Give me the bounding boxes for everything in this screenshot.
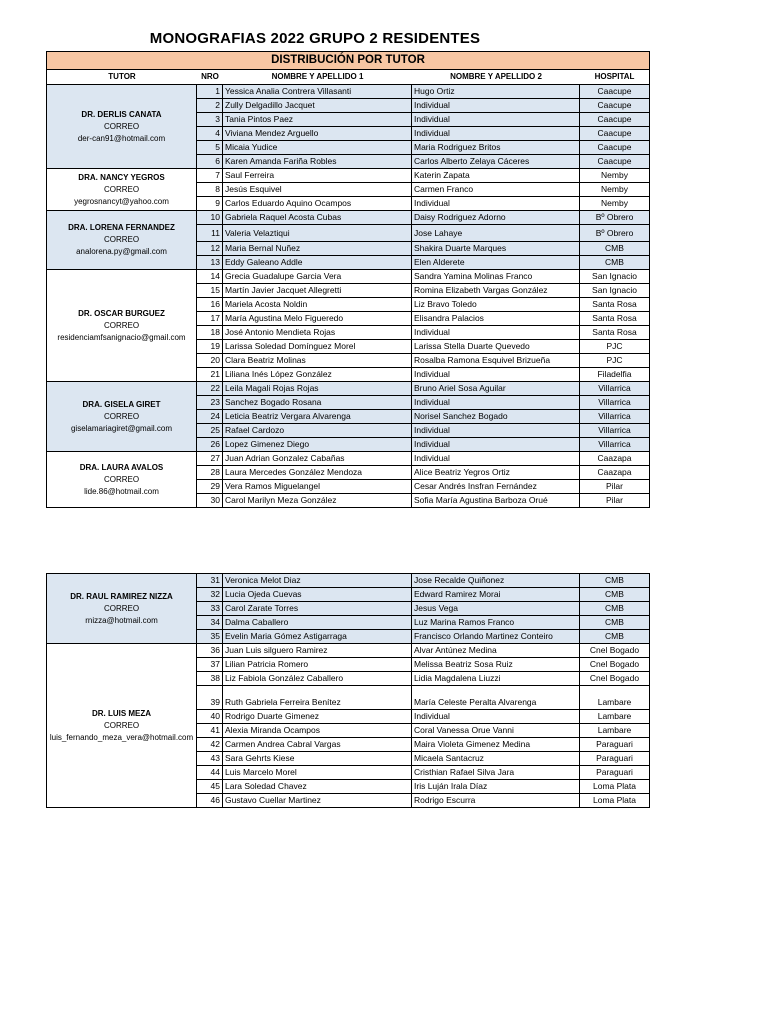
- table-row: [197, 297, 649, 311]
- row-number: 31: [197, 574, 223, 587]
- row-number: 36: [197, 644, 223, 657]
- tutor-email[interactable]: giselamariagiret@gmail.com: [70, 423, 173, 433]
- header-tutor: TUTOR: [108, 72, 136, 81]
- row-number: 30: [197, 494, 223, 507]
- student-name-1: José Antonio Mendieta Rojas: [223, 326, 412, 339]
- page-title: MONOGRAFIAS 2022 GRUPO 2 RESIDENTES: [149, 30, 481, 47]
- student-name-1: Leila Magali Rojas Rojas: [223, 382, 412, 395]
- row-number: 15: [197, 284, 223, 297]
- tutor-cell: [47, 382, 197, 451]
- table-row: [197, 685, 649, 709]
- hospital: Cnel Bogado: [589, 659, 640, 669]
- tutor-email[interactable]: rnizza@hotmail.com: [85, 615, 158, 625]
- student-name-1: Liliana Inés López González: [223, 368, 412, 381]
- row-number: 6: [197, 155, 223, 168]
- tutor-name: DRA. NANCY YEGROS: [78, 172, 165, 182]
- table-row: [197, 644, 649, 657]
- student-name-1: Liz Fabiola González Caballero: [223, 672, 412, 685]
- tutor-email-label: CORREO: [103, 411, 140, 421]
- table-row: [197, 339, 649, 353]
- hospital: PJC: [606, 341, 623, 351]
- student-name-1: Micaia Yudice: [223, 141, 412, 154]
- student-name-2: Liz Bravo Toledo: [412, 298, 580, 311]
- row-number: 32: [197, 588, 223, 601]
- hospital: CMB: [605, 631, 624, 641]
- hospital: CMB: [605, 603, 624, 613]
- hospital: Paraguari: [596, 739, 633, 749]
- table-row: [197, 587, 649, 601]
- tutor-email-label: CORREO: [103, 184, 140, 194]
- row-number: 12: [197, 242, 223, 255]
- student-name-2: Francisco Orlando Martinez Conteiro: [412, 630, 580, 643]
- student-name-1: Zully Delgadillo Jacquet: [223, 99, 412, 112]
- tutor-email-label: CORREO: [103, 320, 140, 330]
- row-number: 33: [197, 602, 223, 615]
- tutor-name: DRA. LAURA AVALOS: [79, 462, 164, 472]
- tutor-name: DR. DERLIS CANATA: [81, 109, 162, 119]
- student-rows: [197, 644, 649, 807]
- hospital: Caacupe: [597, 128, 632, 138]
- tutor-email[interactable]: der-can91@hotmail.com: [77, 133, 166, 143]
- student-name-1: Karen Amanda Fariña Robles: [223, 155, 412, 168]
- table-row: [197, 601, 649, 615]
- student-name-2: Rodrigo Escurra: [412, 794, 580, 807]
- hospital: Villarrica: [598, 383, 631, 393]
- tutor-email[interactable]: lide.86@hotmail.com: [84, 486, 159, 496]
- hospital: Nemby: [601, 170, 628, 180]
- hospital: Cnel Bogado: [589, 673, 640, 683]
- student-name-2: Individual: [412, 710, 580, 723]
- tutor-cell: [47, 270, 197, 381]
- hospital: Loma Plata: [593, 781, 636, 791]
- student-name-2: Larissa Stella Duarte Quevedo: [412, 340, 580, 353]
- row-number: 4: [197, 127, 223, 140]
- row-number: 43: [197, 752, 223, 765]
- header-name-2: NOMBRE Y APELLIDO 2: [450, 72, 542, 81]
- student-name-2: Jesus Vega: [412, 602, 580, 615]
- hospital: Lambare: [597, 711, 632, 721]
- table-row: [197, 615, 649, 629]
- student-name-2: Sofia María Agustina Barboza Orué: [412, 494, 580, 507]
- student-name-2: Individual: [412, 113, 580, 126]
- table-row: [197, 211, 649, 224]
- student-name-1: María Agustina Melo Figueredo: [223, 312, 412, 325]
- student-name-2: Cristhian Rafael Silva Jara: [412, 766, 580, 779]
- row-number: 38: [197, 672, 223, 685]
- student-name-2: Luz Marina Ramos Franco: [412, 616, 580, 629]
- table-row: [197, 723, 649, 737]
- student-name-2: Daisy Rodriguez Adorno: [412, 211, 580, 224]
- tutor-group: [47, 382, 649, 452]
- row-number: 26: [197, 438, 223, 451]
- student-name-1: Saul Ferreira: [223, 169, 412, 182]
- tutor-group: [47, 452, 649, 507]
- tutor-email[interactable]: residenciamfsanignacio@gmail.com: [57, 332, 186, 342]
- student-name-2: Edward Ramirez Morai: [412, 588, 580, 601]
- tutor-cell: [47, 85, 197, 168]
- student-name-2: Lidia Magdalena Liuzzi: [412, 672, 580, 685]
- student-name-1: Gustavo Cuellar Martinez: [223, 794, 412, 807]
- row-number: 44: [197, 766, 223, 779]
- student-name-2: Alice Beatriz Yegros Ortiz: [412, 466, 580, 479]
- student-name-1: Tania Pintos Paez: [223, 113, 412, 126]
- hospital: San Ignacio: [592, 271, 637, 281]
- hospital: Villarrica: [598, 439, 631, 449]
- student-name-1: Ruth Gabriela Ferreira Benítez: [223, 686, 412, 709]
- table-row: [197, 779, 649, 793]
- student-name-2: Shakira Duarte Marques: [412, 242, 580, 255]
- tutor-name: DRA. LORENA FERNANDEZ: [68, 223, 175, 232]
- hospital: Cnel Bogado: [589, 645, 640, 655]
- table-row: [197, 311, 649, 325]
- student-name-1: Jesús Esquivel: [223, 183, 412, 196]
- hospital: Villarrica: [598, 397, 631, 407]
- student-name-1: Juan Luis silguero Ramirez: [223, 644, 412, 657]
- student-name-1: Rodrigo Duarte Gimenez: [223, 710, 412, 723]
- hospital: CMB: [605, 589, 624, 599]
- row-number: 5: [197, 141, 223, 154]
- student-name-1: Lopez Gimenez Diego: [223, 438, 412, 451]
- student-name-2: Maira Violeta Gimenez Medina: [412, 738, 580, 751]
- row-number: 41: [197, 724, 223, 737]
- student-name-1: Rafael Cardozo: [223, 424, 412, 437]
- student-name-1: Veronica Melot Diaz: [223, 574, 412, 587]
- table-row: [197, 765, 649, 779]
- row-number: 16: [197, 298, 223, 311]
- student-name-1: Lara Soledad Chavez: [223, 780, 412, 793]
- tutor-cell: [47, 644, 197, 807]
- tutor-cell: [47, 452, 197, 507]
- student-name-2: Katerin Zapata: [412, 169, 580, 182]
- hospital: Lambare: [597, 697, 632, 707]
- hospital: Caacupe: [597, 100, 632, 110]
- hospital: Santa Rosa: [592, 299, 637, 309]
- row-number: 10: [197, 211, 223, 224]
- student-name-1: Eddy Galeano Addle: [223, 256, 412, 269]
- hospital: Lambare: [597, 725, 632, 735]
- tutor-email[interactable]: analorena.py@gmail.com: [76, 247, 167, 256]
- student-name-2: Hugo Ortiz: [412, 85, 580, 98]
- hospital: Nemby: [601, 198, 628, 208]
- table-row: [197, 409, 649, 423]
- row-number: 17: [197, 312, 223, 325]
- student-name-2: Jose Recalde Quiñonez: [412, 574, 580, 587]
- row-number: 3: [197, 113, 223, 126]
- student-name-2: Elisandra Palacios: [412, 312, 580, 325]
- table-row: [197, 465, 649, 479]
- student-name-1: Maria Bernal Nuñez: [223, 242, 412, 255]
- tutor-group: [47, 85, 649, 169]
- student-rows: [197, 211, 649, 269]
- student-name-1: Yessica Analia Contrera Villasanti: [223, 85, 412, 98]
- student-name-1: Carol Zarate Torres: [223, 602, 412, 615]
- tutor-email-label: CORREO: [103, 474, 140, 484]
- table-row: [197, 126, 649, 140]
- tutor-email[interactable]: yegrosnancyt@yahoo.com: [74, 196, 169, 206]
- table-row: [197, 574, 649, 587]
- student-rows: [197, 270, 649, 381]
- hospital: Bº Obrero: [595, 212, 634, 222]
- row-number: 40: [197, 710, 223, 723]
- tutor-group: [47, 644, 649, 807]
- table-row: [197, 382, 649, 395]
- table-row: [197, 283, 649, 297]
- student-name-1: Juan Adrian Gonzalez Cabañas: [223, 452, 412, 465]
- student-name-2: Jose Lahaye: [412, 225, 580, 241]
- row-number: 28: [197, 466, 223, 479]
- student-name-2: Coral Vanessa Orue Vanni: [412, 724, 580, 737]
- table-row: [197, 241, 649, 255]
- student-name-1: Luis Marcelo Morel: [223, 766, 412, 779]
- student-name-2: Melissa Beatriz Sosa Ruiz: [412, 658, 580, 671]
- table-row: [197, 423, 649, 437]
- student-name-1: Laura Mercedes González Mendoza: [223, 466, 412, 479]
- student-name-2: Individual: [412, 424, 580, 437]
- table-row: [197, 657, 649, 671]
- student-rows: [197, 169, 649, 210]
- hospital: CMB: [605, 617, 624, 627]
- hospital: Santa Rosa: [592, 313, 637, 323]
- header-nro: NRO: [201, 72, 219, 81]
- student-name-2: Cesar Andrés Insfran Fernández: [412, 480, 580, 493]
- table-row: [197, 182, 649, 196]
- hospital: Caazapa: [597, 453, 632, 463]
- row-number: 29: [197, 480, 223, 493]
- table-row: [197, 169, 649, 182]
- tutor-group: [47, 169, 649, 211]
- student-name-2: Individual: [412, 99, 580, 112]
- student-name-2: Individual: [412, 127, 580, 140]
- table-row: [197, 367, 649, 381]
- student-name-1: Evelin Maria Gómez Astigarraga: [223, 630, 412, 643]
- tutor-cell: [47, 211, 197, 269]
- row-number: 42: [197, 738, 223, 751]
- table-row: [197, 437, 649, 451]
- tutor-group: [47, 270, 649, 382]
- student-name-2: María Celeste Peralta Alvarenga: [412, 686, 580, 709]
- student-name-2: Carmen Franco: [412, 183, 580, 196]
- table-row: [197, 112, 649, 126]
- student-name-1: Leticia Beatriz Vergara Alvarenga: [223, 410, 412, 423]
- row-number: 8: [197, 183, 223, 196]
- hospital: San Ignacio: [592, 285, 637, 295]
- student-name-1: Grecia Guadalupe Garcia Vera: [223, 270, 412, 283]
- student-name-1: Lilian Patricia Romero: [223, 658, 412, 671]
- hospital: PJC: [606, 355, 623, 365]
- table-row: [197, 493, 649, 507]
- table-row: [197, 353, 649, 367]
- row-number: 25: [197, 424, 223, 437]
- table-row: [197, 629, 649, 643]
- student-name-2: Maria Rodriguez Britos: [412, 141, 580, 154]
- student-rows: [197, 382, 649, 451]
- table-header: [47, 70, 649, 85]
- hospital: Caacupe: [597, 86, 632, 96]
- student-rows: [197, 85, 649, 168]
- table-row: [197, 709, 649, 723]
- tutor-group: [47, 211, 649, 270]
- tutor-email-label: CORREO: [103, 121, 140, 131]
- header-name-1: NOMBRE Y APELLIDO 1: [271, 72, 364, 81]
- row-number: 11: [197, 225, 223, 241]
- row-number: 34: [197, 616, 223, 629]
- hospital: Pilar: [605, 495, 623, 505]
- row-number: 21: [197, 368, 223, 381]
- table-row: [197, 671, 649, 685]
- hospital: Caacupe: [597, 114, 632, 124]
- row-number: 22: [197, 382, 223, 395]
- table-banner: DISTRIBUCIÓN POR TUTOR: [47, 52, 649, 70]
- hospital: Villarrica: [598, 425, 631, 435]
- row-number: 2: [197, 99, 223, 112]
- student-name-2: Elen Alderete: [412, 256, 580, 269]
- table-row: [197, 255, 649, 269]
- table-row: [197, 154, 649, 168]
- student-name-1: Viviana Mendez Arguello: [223, 127, 412, 140]
- student-name-2: Iris Luján Irala Díaz: [412, 780, 580, 793]
- hospital: Caacupe: [597, 142, 632, 152]
- row-number: 18: [197, 326, 223, 339]
- row-number: 9: [197, 197, 223, 210]
- row-number: 7: [197, 169, 223, 182]
- hospital: CMB: [605, 575, 624, 585]
- student-name-1: Carlos Eduardo Aquino Ocampos: [223, 197, 412, 210]
- student-name-1: Vera Ramos Miguelangel: [223, 480, 412, 493]
- table-row: [197, 196, 649, 210]
- student-rows: [197, 452, 649, 507]
- table-row: [197, 751, 649, 765]
- hospital: Paraguari: [596, 753, 633, 763]
- hospital: Paraguari: [596, 767, 633, 777]
- table-row: [197, 85, 649, 98]
- student-name-2: Individual: [412, 396, 580, 409]
- student-name-1: Alexia Miranda Ocampos: [223, 724, 412, 737]
- table-row: [197, 270, 649, 283]
- student-name-1: Mariela Acosta Noldin: [223, 298, 412, 311]
- row-number: 14: [197, 270, 223, 283]
- row-number: 24: [197, 410, 223, 423]
- tutor-email[interactable]: luis_fernando_meza_vera@hotmail.com: [49, 732, 194, 742]
- row-number: 37: [197, 658, 223, 671]
- student-rows: [197, 574, 649, 643]
- row-number: 46: [197, 794, 223, 807]
- student-name-1: Martín Javier Jacquet Allegretti: [223, 284, 412, 297]
- hospital: CMB: [605, 257, 624, 267]
- hospital: Bº Obrero: [595, 228, 634, 238]
- tutor-name: DR. RAUL RAMIREZ NIZZA: [70, 591, 173, 601]
- row-number: 39: [197, 686, 223, 709]
- tutor-cell: [47, 169, 197, 210]
- row-number: 1: [197, 85, 223, 98]
- table-row: [197, 395, 649, 409]
- student-name-2: Alvar Antúnez Medina: [412, 644, 580, 657]
- student-name-2: Micaela Santacruz: [412, 752, 580, 765]
- student-name-1: Carol Marilyn Meza González: [223, 494, 412, 507]
- tutor-table-1: [46, 51, 650, 508]
- student-name-1: Valeria Velaztiqui: [223, 225, 412, 241]
- row-number: 20: [197, 354, 223, 367]
- student-name-2: Rosalba Ramona Esquivel Brizueña: [412, 354, 580, 367]
- student-name-2: Sandra Yamina Molinas Franco: [412, 270, 580, 283]
- table-1-groups: [47, 85, 649, 507]
- student-name-1: Lucia Ojeda Cuevas: [223, 588, 412, 601]
- tutor-email-label: CORREO: [103, 235, 140, 244]
- student-name-2: Individual: [412, 438, 580, 451]
- hospital: Caazapa: [597, 467, 632, 477]
- student-name-1: Dalma Caballero: [223, 616, 412, 629]
- header-hospital: HOSPITAL: [594, 72, 635, 81]
- hospital: Caacupe: [597, 156, 632, 166]
- hospital: Villarrica: [598, 411, 631, 421]
- table-row: [197, 224, 649, 241]
- tutor-email-label: CORREO: [103, 720, 140, 730]
- row-number: 27: [197, 452, 223, 465]
- hospital: Santa Rosa: [592, 327, 637, 337]
- student-name-2: Individual: [412, 368, 580, 381]
- row-number: 13: [197, 256, 223, 269]
- student-name-1: Sanchez Bogado Rosana: [223, 396, 412, 409]
- hospital: Pilar: [605, 481, 623, 491]
- hospital: Loma Plata: [593, 795, 636, 805]
- table-row: [197, 325, 649, 339]
- tutor-name: DR. OSCAR BURGUEZ: [78, 308, 165, 318]
- tutor-cell: [47, 574, 197, 643]
- hospital: CMB: [605, 243, 624, 253]
- table-row: [197, 479, 649, 493]
- student-name-1: Larissa Soledad Domínguez Morel: [223, 340, 412, 353]
- tutor-email-label: CORREO: [103, 603, 140, 613]
- student-name-2: Individual: [412, 197, 580, 210]
- student-name-1: Sara Gehrts Kiese: [223, 752, 412, 765]
- table-2-groups: [47, 574, 649, 807]
- table-row: [197, 98, 649, 112]
- table-row: [197, 793, 649, 807]
- student-name-2: Romina Elizabeth Vargas González: [412, 284, 580, 297]
- student-name-2: Bruno Ariel Sosa Aguilar: [412, 382, 580, 395]
- student-name-2: Individual: [412, 452, 580, 465]
- student-name-2: Norisel Sanchez Bogado: [412, 410, 580, 423]
- hospital: Nemby: [601, 184, 628, 194]
- student-name-1: Carmen Andrea Cabral Vargas: [223, 738, 412, 751]
- tutor-name: DR. LUIS MEZA: [91, 708, 152, 718]
- table-row: [197, 452, 649, 465]
- student-name-2: Individual: [412, 326, 580, 339]
- hospital: Filadelfia: [597, 369, 632, 379]
- student-name-1: Clara Beatriz Molinas: [223, 354, 412, 367]
- row-number: 45: [197, 780, 223, 793]
- row-number: 19: [197, 340, 223, 353]
- student-name-1: Gabriela Raquel Acosta Cubas: [223, 211, 412, 224]
- student-name-2: Carlos Alberto Zelaya Cáceres: [412, 155, 580, 168]
- table-row: [197, 737, 649, 751]
- tutor-group: [47, 574, 649, 644]
- row-number: 35: [197, 630, 223, 643]
- tutor-name: DRA. GISELA GIRET: [82, 399, 161, 409]
- row-number: 23: [197, 396, 223, 409]
- tutor-table-2: [46, 573, 650, 808]
- table-row: [197, 140, 649, 154]
